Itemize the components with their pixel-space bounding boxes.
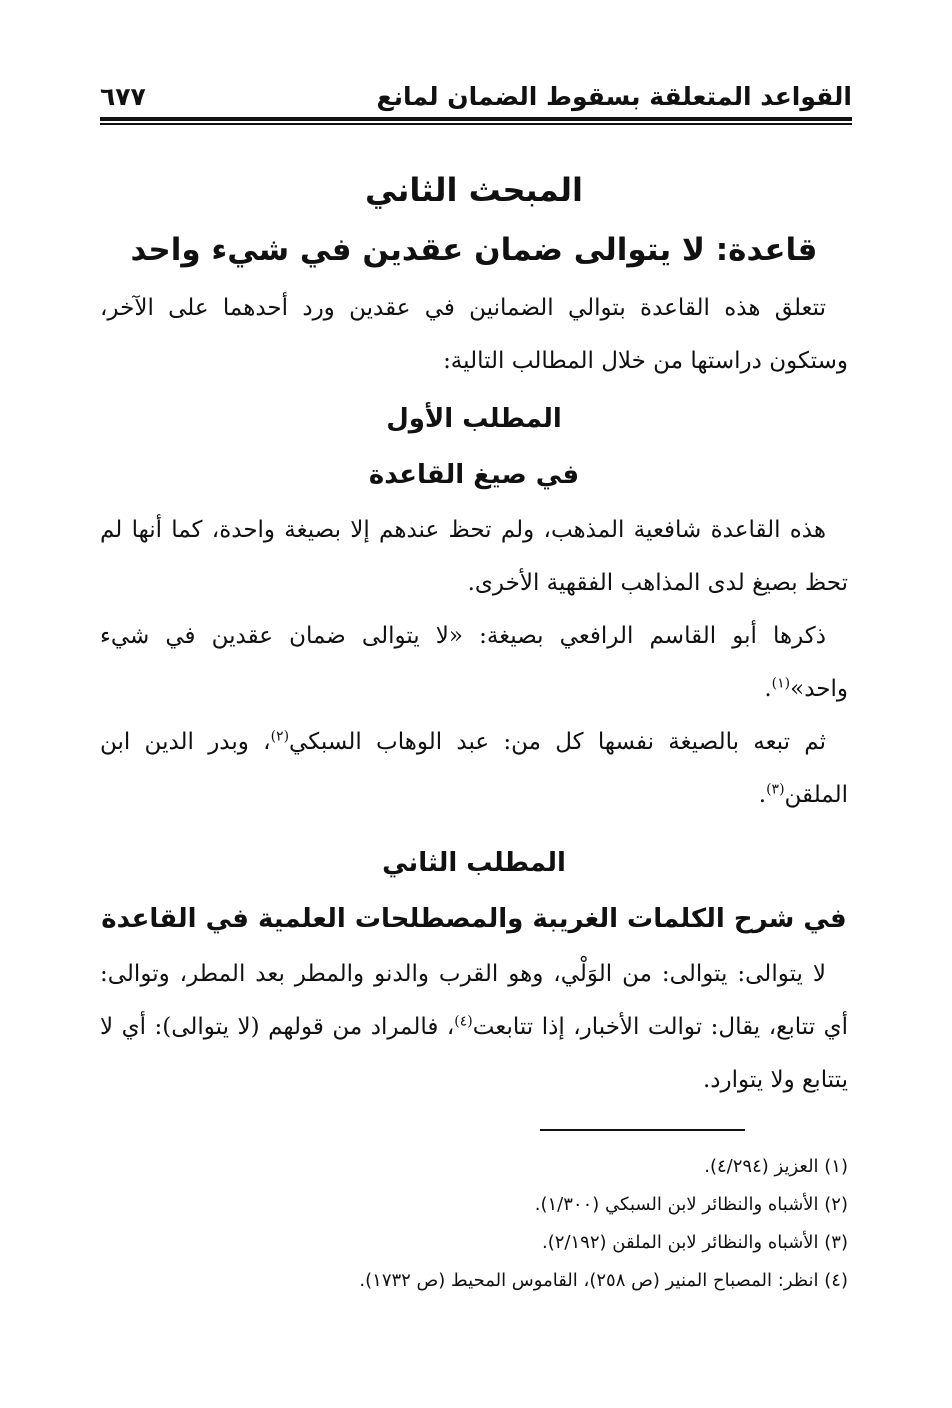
first-paragraph-3: [100, 716, 848, 822]
footnote-ref-3[interactable]: (٣): [766, 781, 785, 798]
footnote-ref-4[interactable]: (٤): [454, 1013, 473, 1030]
second-subsection-title: المطلب الثاني: [382, 848, 566, 878]
main-content: [100, 160, 848, 1107]
first-paragraph-3-end: .: [758, 782, 767, 808]
second-subsection-subtitle: في شرح الكلمات الغريبة والمصطلحات العلمية في القاعدة: [101, 904, 847, 934]
intro-paragraph: تتعلق هذه القاعدة بتوالي الضمانين في عقدين ورد أحدهما على الآخر، وستكون دراستها من خلال المطالب التالية:: [100, 295, 848, 374]
first-paragraph-1: هذه القاعدة شافعية المذهب، ولم تحظ عندهم إلا بصيغة واحدة، كما أنها لم تحظ بصيغ لدى المذاهب الفقهية الأخرى.: [100, 517, 848, 596]
footnote-ref-1[interactable]: (١): [771, 675, 791, 692]
first-paragraph-2-end: .: [764, 676, 772, 702]
page-number: ٦٧٧: [100, 82, 146, 111]
rule-heading: قاعدة: لا يتوالى ضمان عقدين في شيء واحد: [130, 232, 818, 268]
first-paragraph-3-b: ، وبدر الدين ابن الملقن: [100, 729, 848, 808]
running-title: القواعد المتعلقة بسقوط الضمان لمانع: [376, 82, 852, 111]
first-paragraph-2-text: ذكرها أبو القاسم الرافعي بصيغة: «لا يتوالى ضمان عقدين في شيء واحد»: [100, 623, 848, 702]
page-header: [100, 78, 852, 118]
footnote-item: (٣) الأشباه والنظائر لابن الملقن (٢/١٩٢).: [542, 1232, 848, 1253]
footnote-ref-2[interactable]: (٢): [270, 728, 290, 745]
footnote-item: (٤) انظر: المصباح المنير (ص ٢٥٨)، القاموس المحيط (ص ١٧٣٢).: [359, 1270, 848, 1291]
footnote-item: (٢) الأشباه والنظائر لابن السبكي (١/٣٠٠).: [534, 1194, 848, 1215]
second-paragraph-1: [100, 948, 848, 1107]
header-rule-thin: [100, 123, 852, 125]
footnote-item: (١) العزيز (٤/٢٩٤).: [704, 1156, 848, 1177]
footnotes: [100, 1148, 848, 1300]
section-title: المبحث الثاني: [364, 171, 584, 209]
second-paragraph-1-a: لا يتوالى: يتوالى: من الوَلْي، وهو القرب والدنو والمطر بعد المطر، وتوالى: أي تتابع، يقال: توالت الأخبار، إذا تتابعت: [100, 961, 848, 1040]
footnote-separator: [540, 1129, 745, 1131]
first-subsection-title: المطلب الأول: [386, 404, 562, 434]
first-paragraph-3-a: ثم تبعه بالصيغة نفسها كل من: عبد الوهاب السبكي: [289, 729, 826, 755]
second-paragraph-1-b: ، فالمراد من قولهم (لا يتوالى): أي لا يتتابع ولا يتوارد.: [100, 1014, 848, 1093]
header-rule-thick: [100, 117, 852, 121]
first-paragraph-2: [100, 610, 848, 716]
first-subsection-subtitle: في صيغ القاعدة: [368, 460, 580, 490]
